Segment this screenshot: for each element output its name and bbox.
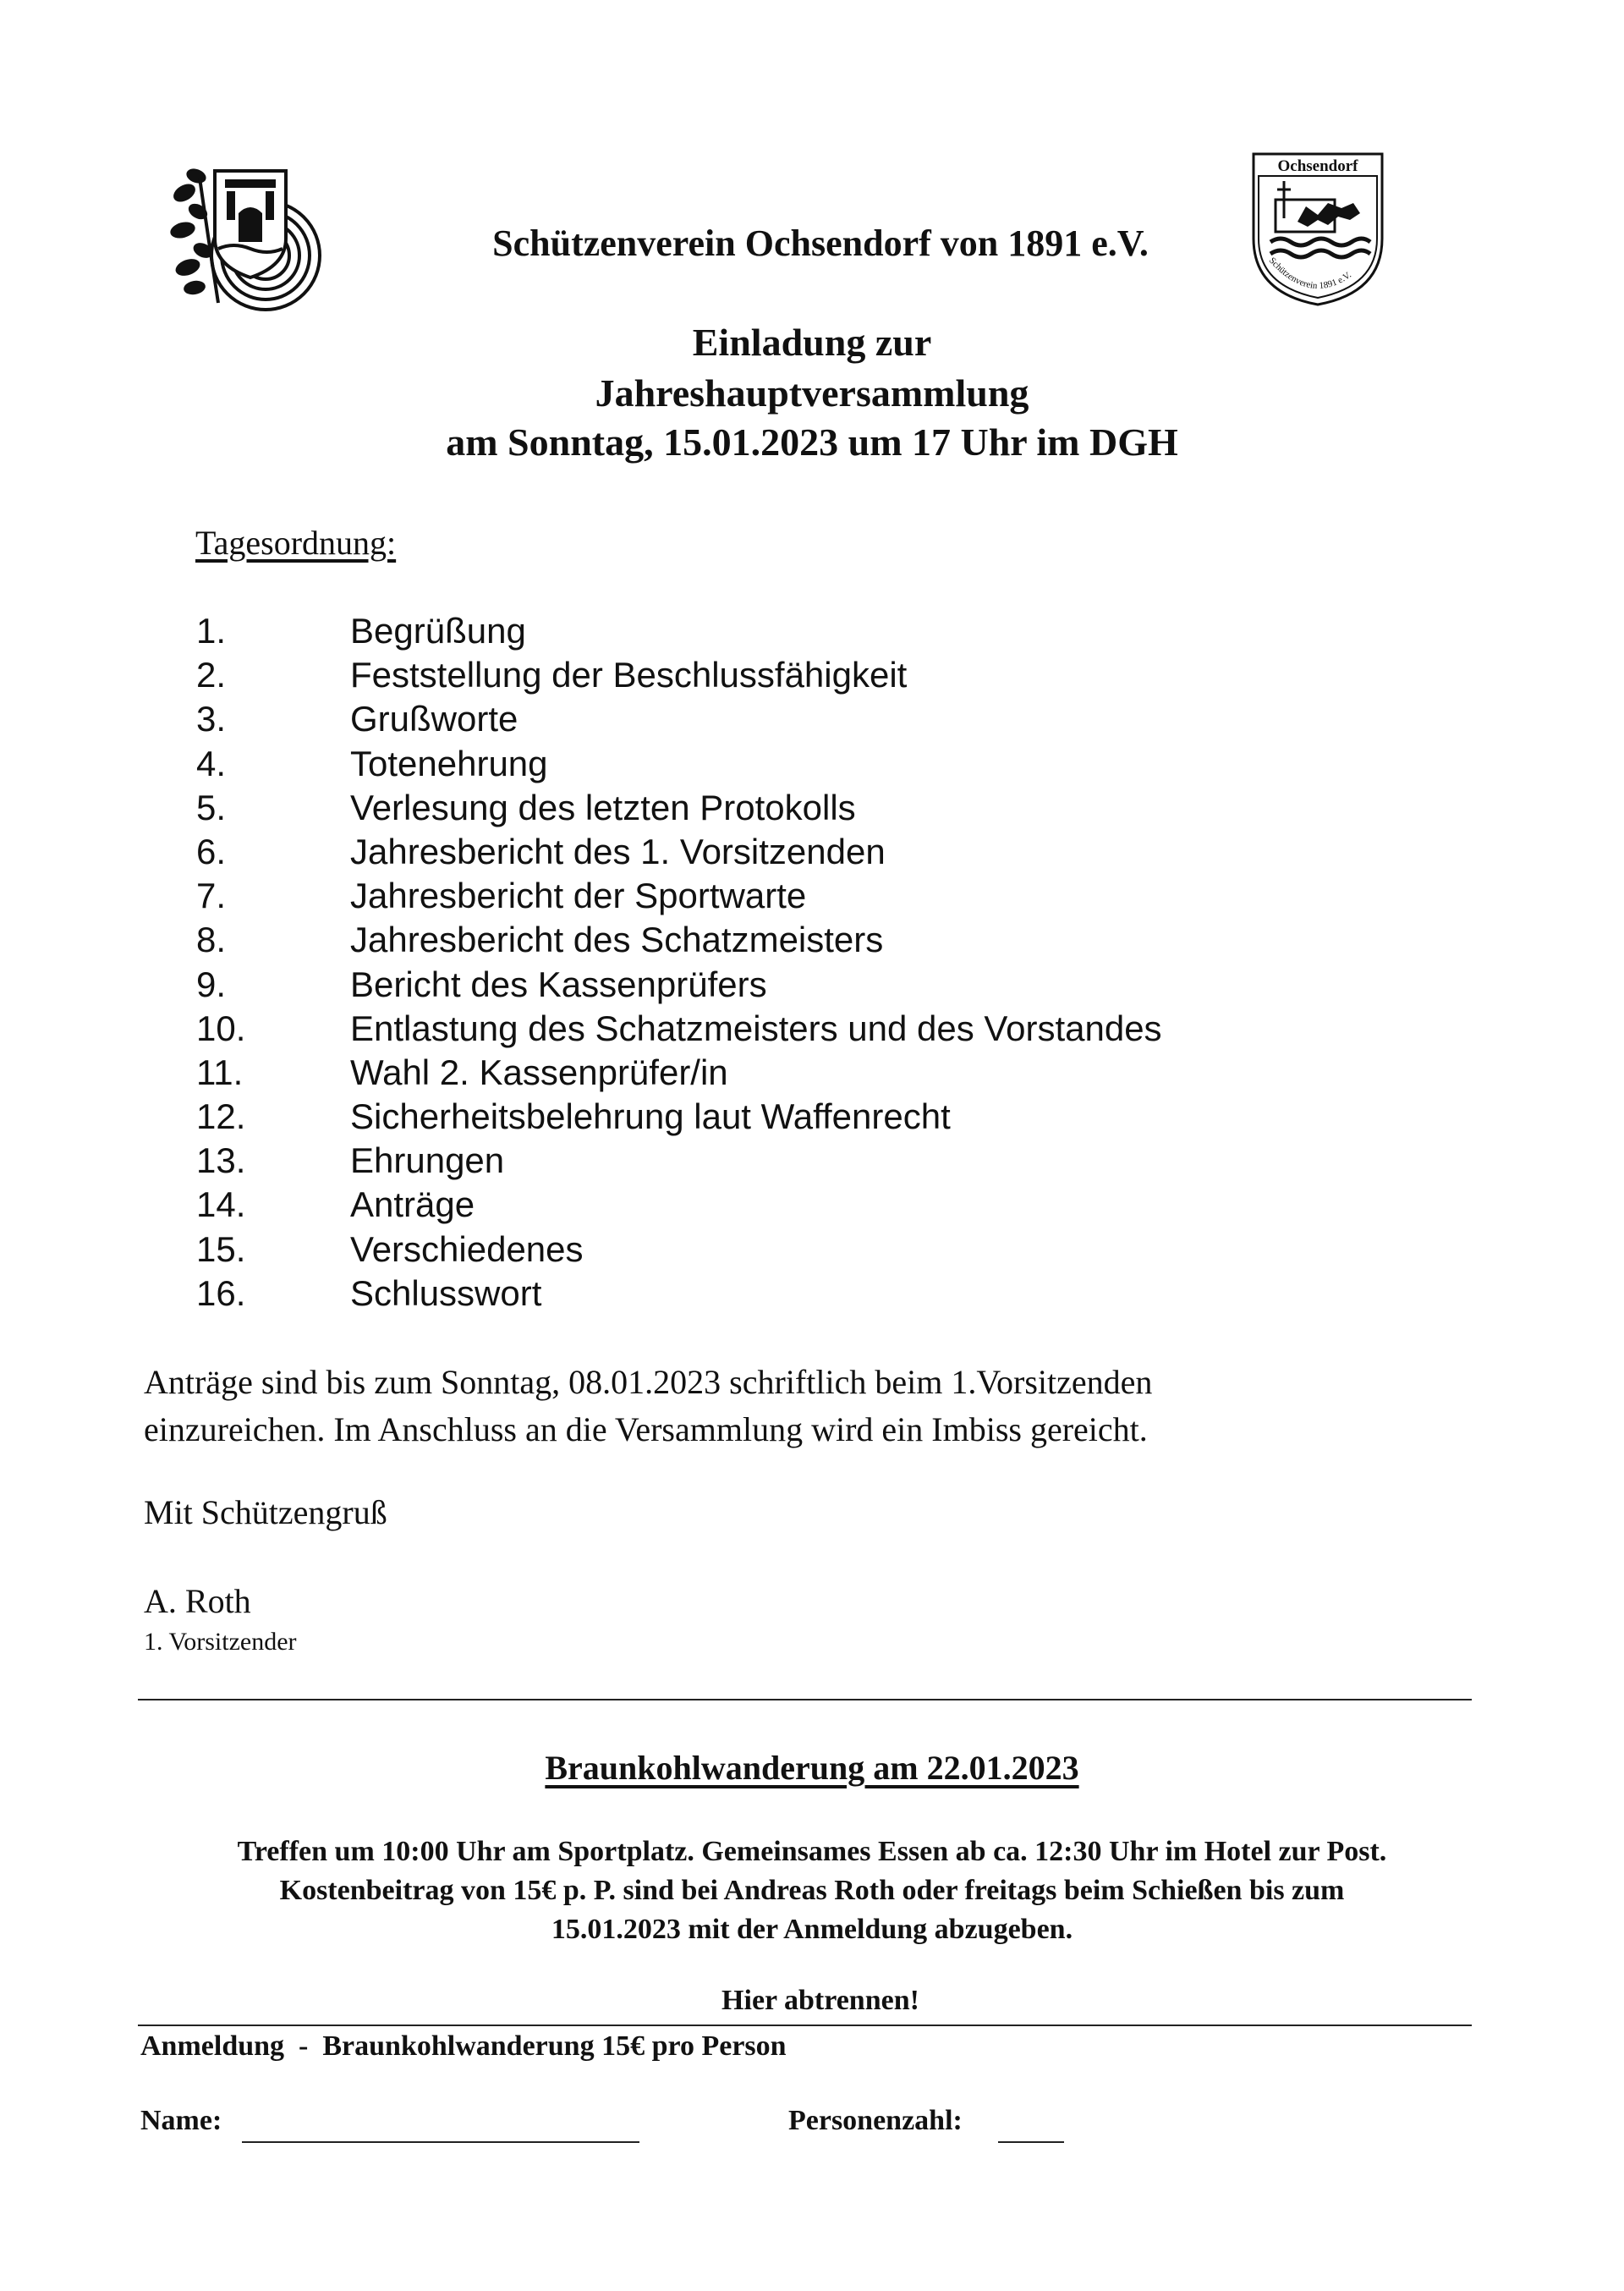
- agenda-text: Anträge: [350, 1184, 475, 1225]
- svg-text:Schützenverein 1891 e.V.: Schützenverein 1891 e.V.: [1266, 255, 1353, 292]
- agenda-text: Schlusswort: [350, 1272, 542, 1313]
- agenda-item: [196, 874, 1162, 918]
- walk-info-line-2: Kostenbeitrag von 15€ p. P. sind bei Andreas Roth oder freitags beim Schießen bis zum: [279, 1875, 1345, 1906]
- agenda-text: Grußworte: [350, 699, 518, 739]
- agenda-text: Jahresbericht des 1. Vorsitzenden: [350, 831, 886, 871]
- agenda-text: Jahresbericht der Sportwarte: [350, 876, 807, 916]
- agenda-item: [196, 1051, 1162, 1095]
- name-label: Name:: [140, 2105, 222, 2136]
- agenda-item: [196, 1139, 1162, 1183]
- agenda-number: 1.: [196, 611, 227, 651]
- agenda-text: Entlastung des Schatzmeisters und des Vorstandes: [350, 1008, 1162, 1048]
- agenda-number: 4.: [196, 743, 227, 783]
- walk-info: [0, 1832, 1624, 1949]
- cut-here-note: Hier abtrennen!: [721, 1985, 919, 2016]
- invitation-title: Einladung zur: [692, 321, 932, 364]
- agenda-number: 7.: [196, 876, 227, 916]
- agenda-text: Ehrungen: [350, 1140, 505, 1181]
- agenda-item: [196, 918, 1162, 962]
- agenda-text: Totenehrung: [350, 743, 548, 783]
- motion-notice-line-1: Anträge sind bis zum Sonntag, 08.01.2023 schriftlich beim 1.Vorsitzenden: [144, 1363, 1153, 1401]
- agenda-item: [196, 1272, 1162, 1316]
- agenda-heading: Tagesordnung:: [195, 524, 397, 562]
- agenda-item: [196, 697, 1162, 741]
- agenda-item: [196, 1183, 1162, 1227]
- agenda-number: 8.: [196, 920, 227, 960]
- agenda-item: [196, 963, 1162, 1007]
- agenda-number: 5.: [196, 787, 227, 827]
- agenda-text: Verschiedenes: [350, 1228, 584, 1269]
- svg-text:Ochsendorf: Ochsendorf: [1277, 157, 1358, 175]
- agenda-number: 10.: [196, 1008, 246, 1048]
- agenda-number: 3.: [196, 699, 227, 739]
- signer-role: 1. Vorsitzender: [144, 1628, 297, 1656]
- agenda-number: 13.: [196, 1140, 246, 1181]
- agenda-text: Begrüßung: [350, 611, 526, 651]
- club-name: Schützenverein Ochsendorf von 1891 e.V.: [492, 223, 1149, 264]
- agenda-number: 16.: [196, 1272, 246, 1313]
- invitation-date: am Sonntag, 15.01.2023 um 17 Uhr im DGH: [446, 420, 1178, 464]
- agenda-item: [196, 830, 1162, 874]
- walk-title-text: Braunkohlwanderung am 22.01.2023: [545, 1749, 1079, 1787]
- agenda-number: 2.: [196, 655, 227, 695]
- agenda-text: Wahl 2. Kassenprüfer/in: [350, 1052, 728, 1092]
- agenda-number: 15.: [196, 1228, 246, 1269]
- agenda-item: [196, 742, 1162, 786]
- name-field[interactable]: [242, 2141, 639, 2143]
- cut-line: [138, 2025, 1472, 2026]
- agenda-text: Sicherheitsbelehrung laut Waffenrecht: [350, 1096, 951, 1137]
- person-count-label: Personenzahl:: [788, 2105, 963, 2136]
- agenda-list: [196, 609, 1162, 1316]
- agenda-text: Feststellung der Beschlussfähigkeit: [350, 655, 908, 695]
- village-crest: [1250, 151, 1385, 308]
- agenda-text: Verlesung des letzten Protokolls: [350, 787, 856, 827]
- agenda-number: 6.: [196, 831, 227, 871]
- agenda-number: 11.: [196, 1052, 244, 1092]
- agenda-item: [196, 1007, 1162, 1051]
- agenda-item: [196, 786, 1162, 830]
- agenda-item: [196, 1228, 1162, 1272]
- agenda-item: [196, 653, 1162, 697]
- agenda-number: 12.: [196, 1096, 246, 1137]
- walk-info-line-1: Treffen um 10:00 Uhr am Sportplatz. Gemeinsames Essen ab ca. 12:30 Uhr im Hotel zur Post.: [237, 1836, 1387, 1867]
- invitation-meeting: Jahreshauptversammlung: [595, 371, 1029, 415]
- registration-title: Anmeldung - Braunkohlwanderung 15€ pro Person: [140, 2030, 787, 2062]
- motion-notice: [144, 1359, 1480, 1453]
- agenda-number: 14.: [196, 1184, 246, 1225]
- closing-greeting: Mit Schützengruß: [144, 1493, 387, 1531]
- person-count-field[interactable]: [998, 2141, 1064, 2143]
- agenda-text: Bericht des Kassenprüfers: [350, 964, 767, 1004]
- motion-notice-line-2: einzureichen. Im Anschluss an die Versammlung wird ein Imbiss gereicht.: [144, 1410, 1148, 1448]
- section-divider: [138, 1699, 1472, 1700]
- signer-name: A. Roth: [144, 1582, 251, 1620]
- walk-info-line-3: 15.01.2023 mit der Anmeldung abzugeben.: [551, 1914, 1073, 1945]
- agenda-item: [196, 609, 1162, 653]
- agenda-item: [196, 1095, 1162, 1139]
- agenda-number: 9.: [196, 964, 227, 1004]
- walk-title: [0, 1748, 1624, 1788]
- agenda-text: Jahresbericht des Schatzmeisters: [350, 920, 884, 960]
